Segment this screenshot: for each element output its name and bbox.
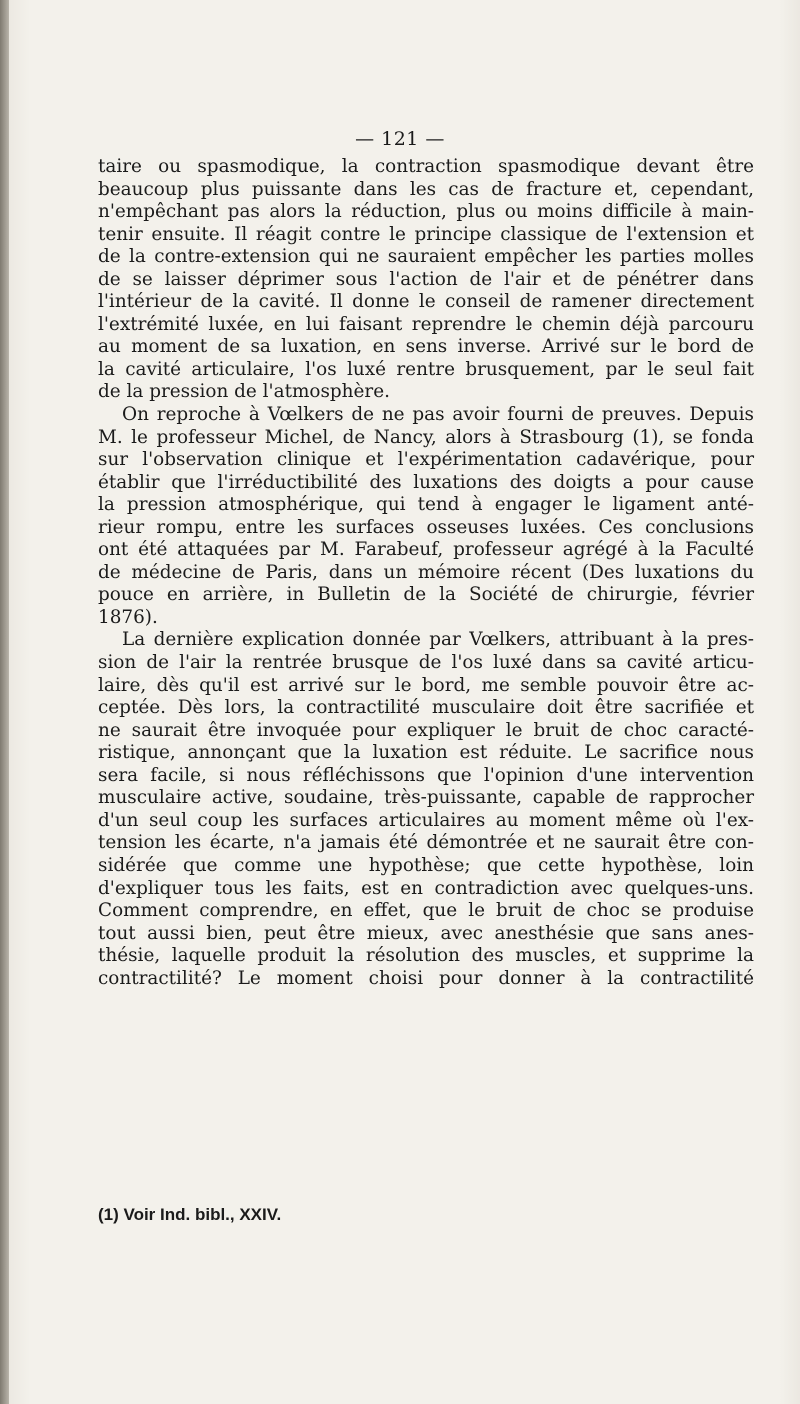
text-line: de la contre-extension qui ne sauraient empêcher les parties molles [98,246,754,268]
text-line: au moment de sa luxation, en sens inverse. Arrivé sur le bord de [98,336,754,358]
text-line: On reproche à Vœlkers de ne pas avoir fourni de preuves. Depuis [122,404,754,426]
text-line: ne saurait être invoquée pour expliquer le bruit de choc caracté- [98,719,754,741]
paragraph-1 [98,156,754,404]
text-line: d'un seul coup les surfaces articulaires au moment même où l'ex- [98,809,754,831]
text-line: sidérée que comme une hypothèse; que cette hypothèse, loin [98,854,754,876]
text-line: laire, dès qu'il est arrivé sur le bord, me semble pouvoir être ac- [98,674,754,696]
text-line: 1876). [98,606,158,628]
text-line: ont été attaquées par M. Farabeuf, professeur agrégé à la Faculté [98,539,754,561]
text-line: contractilité? Le moment choisi pour donner à la contractilité [98,967,754,989]
text-line: la cavité articulaire, l'os luxé rentre brusquement, par le seul fait [98,358,754,380]
paragraph-2 [98,404,754,629]
text-line: sion de l'air la rentrée brusque de l'os luxé dans sa cavité articu- [98,652,754,674]
text-line: La dernière explication donnée par Vœlkers, attribuant à la pres- [122,629,754,651]
text-line: pouce en arrière, in Bulletin de la Société de chirurgie, février [98,584,754,606]
text-line: ristique, annonçant que la luxation est réduite. Le sacrifice nous [98,742,754,764]
text-line: M. le professeur Michel, de Nancy, alors à Strasbourg (1), se fonda [98,426,754,448]
text-line: tout aussi bien, peut être mieux, avec anesthésie que sans anes- [98,922,754,944]
text-line: de se laisser déprimer sous l'action de l'air et de pénétrer dans [98,268,754,290]
text-line: établir que l'irréductibilité des luxations des doigts a pour cause [98,471,754,493]
text-line: l'extrémité luxée, en lui faisant reprendre le chemin déjà parcouru [98,313,754,335]
page-number: — 121 — [355,128,445,150]
paragraph-3 [98,629,754,990]
text-line: de la pression de l'atmosphère. [98,381,390,403]
text-line: tension les écarte, n'a jamais été démontrée et ne saurait être con- [98,832,754,854]
text-line: thésie, laquelle produit la résolution des muscles, et supprime la [98,945,754,967]
text-line: sera facile, si nous réfléchissons que l'opinion d'une intervention [98,764,754,786]
text-line: la pression atmosphérique, qui tend à engager le ligament anté- [98,494,754,516]
text-line: taire ou spasmodique, la contraction spasmodique devant être [98,156,754,177]
footnote: (1) Voir Ind. bibl., XXIV. [98,1205,282,1224]
text-line: sur l'observation clinique et l'expérimentation cadavérique, pour [98,449,754,471]
book-spine-edge [0,0,9,1404]
text-line: musculaire active, soudaine, très-puissante, capable de rapprocher [98,787,754,809]
text-line: tenir ensuite. Il réagit contre le principe classique de l'extension et [98,223,754,245]
text-line: l'intérieur de la cavité. Il donne le conseil de ramener directement [98,291,754,313]
body-text [98,156,754,990]
text-line: d'expliquer tous les faits, est en contradiction avec quelques-uns. [98,877,754,899]
text-line: beaucoup plus puissante dans les cas de fracture et, cependant, [98,178,754,200]
text-line: ceptée. Dès lors, la contractilité musculaire doit être sacrifiée et [98,697,754,719]
text-line: de médecine de Paris, dans un mémoire récent (Des luxations du [98,561,754,583]
text-line: rieur rompu, entre les surfaces osseuses luxées. Ces conclusions [98,516,754,538]
text-line: Comment comprendre, en effet, que le bruit de choc se produise [98,900,754,922]
text-line: n'empêchant pas alors la réduction, plus ou moins difficile à main- [98,201,754,223]
